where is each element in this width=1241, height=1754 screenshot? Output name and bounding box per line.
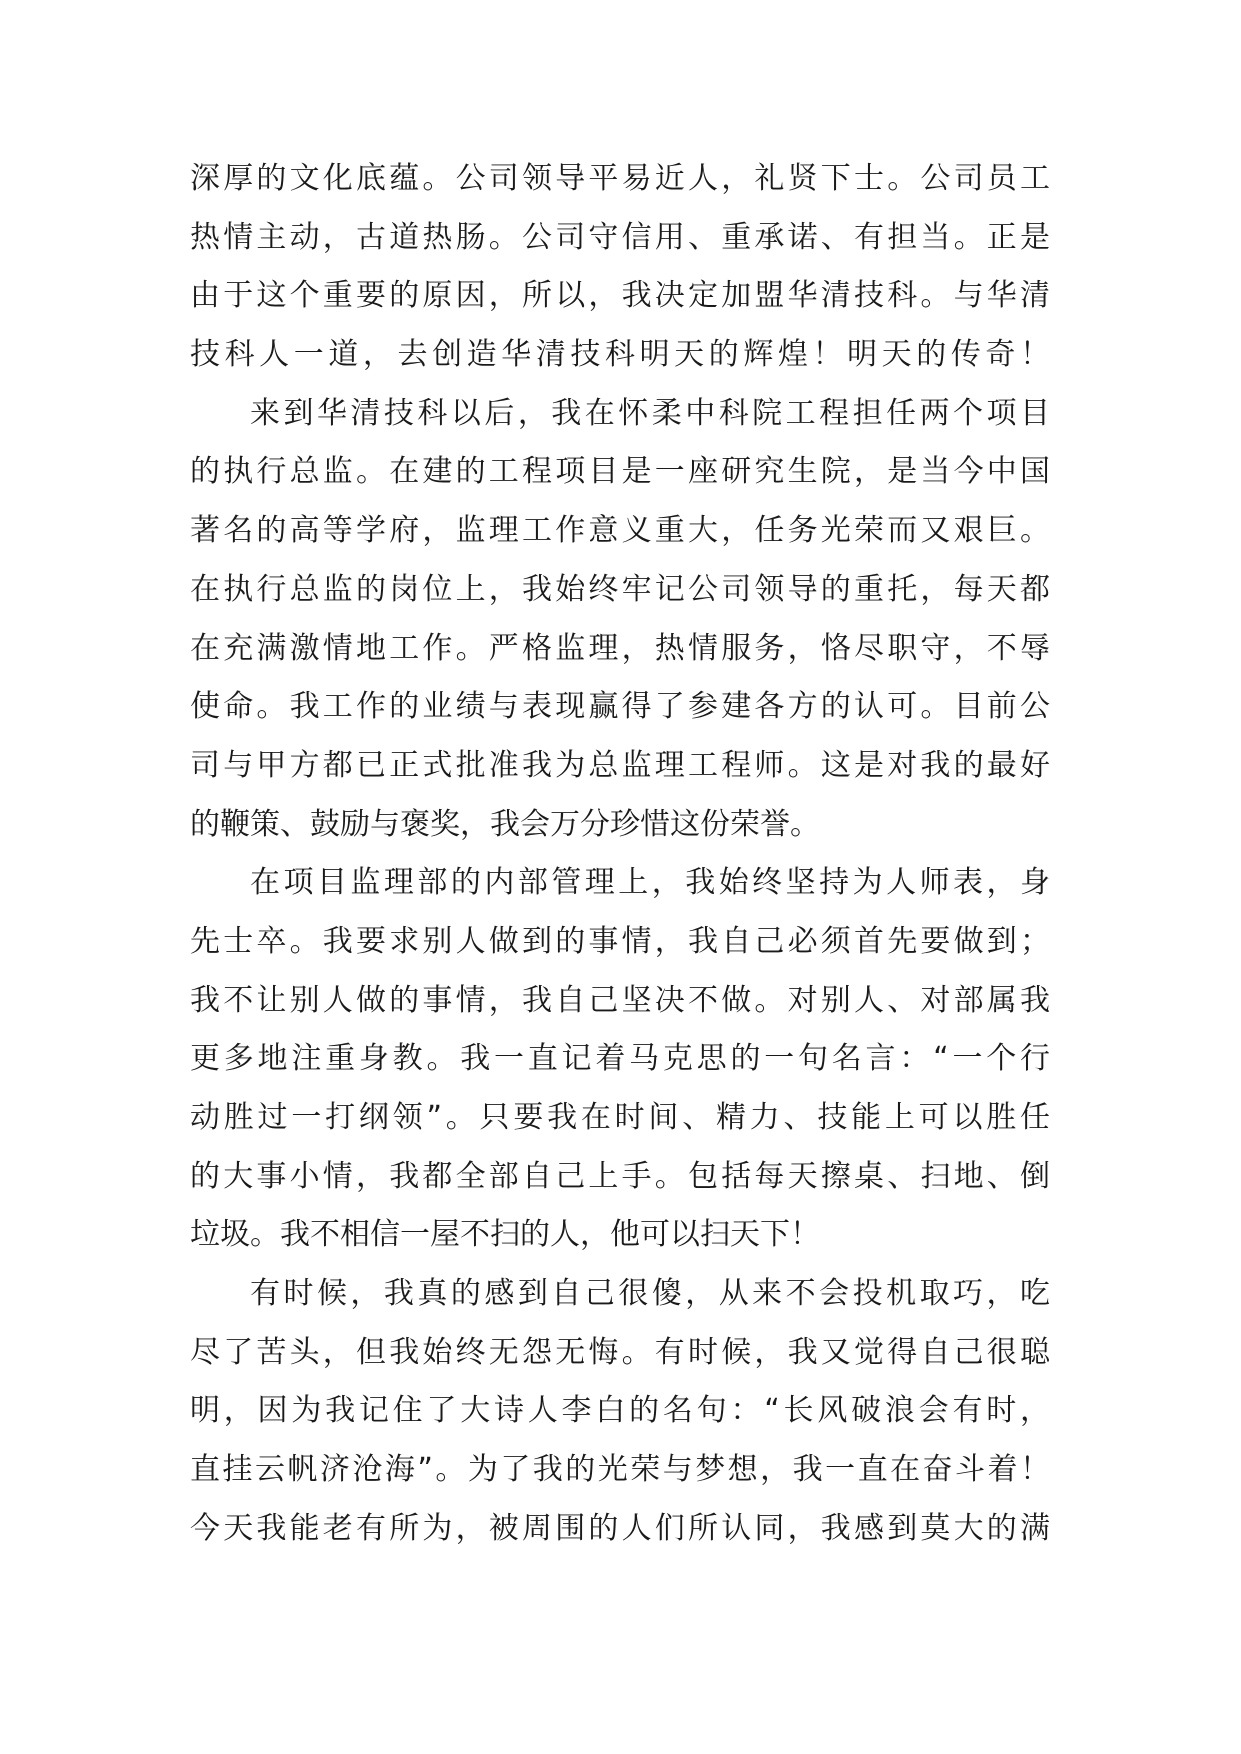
document-body [190, 150, 1050, 1559]
text-line: 今天我能老有所为，被周围的人们所认同，我感到莫大的满 [190, 1510, 1050, 1546]
text-line: 明，因为我记住了大诗人李白的名句：“长风破浪会有时， [190, 1393, 1050, 1429]
paragraph [190, 385, 1050, 855]
text-line: 技科人一道，去创造华清技科明天的辉煌！明天的传奇！ [190, 337, 1050, 373]
text-line: 热情主动，古道热肠。公司守信用、重承诺、有担当。正是 [190, 219, 1050, 255]
text-line: 著名的高等学府，监理工作意义重大，任务光荣而又艰巨。 [190, 513, 1050, 549]
text-line: 司与甲方都已正式批准我为总监理工程师。这是对我的最好 [190, 747, 1050, 783]
text-line: 我不让别人做的事情，我自己坚决不做。对别人、对部属我 [190, 982, 1050, 1018]
text-line: 使命。我工作的业绩与表现赢得了参建各方的认可。目前公 [190, 689, 1050, 725]
text-line: 直挂云帆济沧海”。为了我的光荣与梦想，我一直在奋斗着！ [190, 1452, 1050, 1488]
text-line: 更多地注重身教。我一直记着马克思的一句名言：“一个行 [190, 1041, 1050, 1077]
paragraph [190, 150, 1050, 385]
paragraph [190, 854, 1050, 1265]
text-line: 有时候，我真的感到自己很傻，从来不会投机取巧，吃 [250, 1276, 1050, 1312]
text-line: 的执行总监。在建的工程项目是一座研究生院，是当今中国 [190, 454, 1050, 490]
paragraph [190, 1265, 1050, 1558]
text-line: 在充满激情地工作。严格监理，热情服务，恪尽职守，不辱 [190, 630, 1050, 666]
text-line: 来到华清技科以后，我在怀柔中科院工程担任两个项目 [250, 395, 1050, 431]
text-line: 垃圾。我不相信一屋不扫的人，他可以扫天下！ [190, 1217, 820, 1253]
text-line: 尽了苦头，但我始终无怨无悔。有时候，我又觉得自己很聪 [190, 1334, 1050, 1370]
text-line: 在执行总监的岗位上，我始终牢记公司领导的重托，每天都 [190, 571, 1050, 607]
text-line: 的大事小情，我都全部自己上手。包括每天擦桌、扫地、倒 [190, 1158, 1050, 1194]
text-line: 由于这个重要的原因，所以，我决定加盟华清技科。与华清 [190, 278, 1050, 314]
text-line: 的鞭策、鼓励与褒奖，我会万分珍惜这份荣誉。 [190, 806, 820, 842]
text-line: 动胜过一打纲领”。只要我在时间、精力、技能上可以胜任 [190, 1100, 1050, 1135]
text-line: 先士卒。我要求别人做到的事情，我自己必须首先要做到； [190, 923, 1050, 959]
text-line: 在项目监理部的内部管理上，我始终坚持为人师表，身 [250, 865, 1050, 901]
text-line: 深厚的文化底蕴。公司领导平易近人，礼贤下士。公司员工 [190, 161, 1050, 196]
